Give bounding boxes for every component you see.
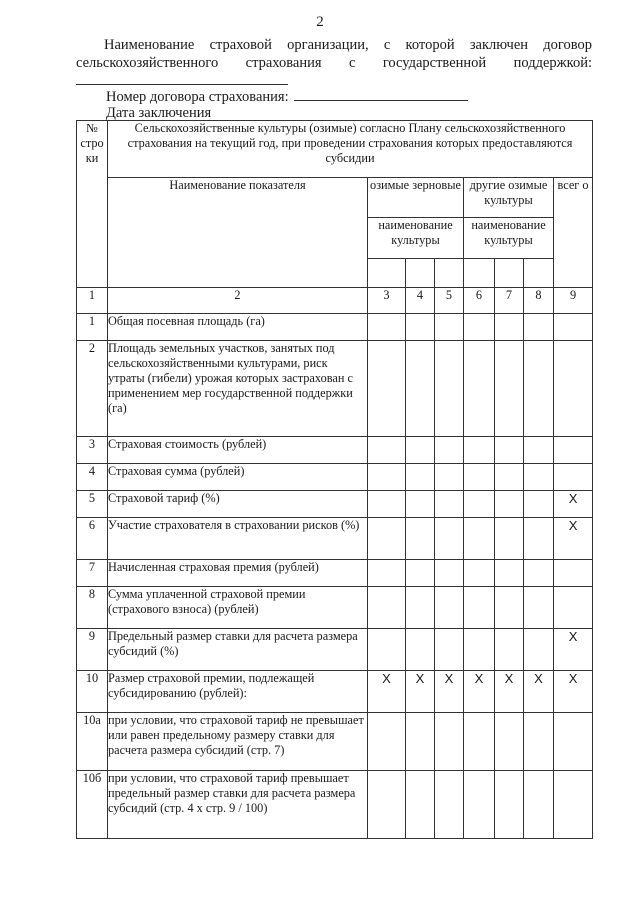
value-cell[interactable] — [435, 437, 464, 464]
value-cell[interactable] — [524, 629, 554, 671]
indicator-header: Наименование показателя — [108, 178, 368, 288]
value-cell[interactable] — [524, 437, 554, 464]
value-cell[interactable] — [435, 518, 464, 560]
row-number: 2 — [77, 341, 108, 437]
row-number: 3 — [77, 437, 108, 464]
column-number: 9 — [554, 288, 593, 314]
crop-name-header-winter: наименование культуры — [368, 218, 464, 259]
crop-name-cell[interactable] — [435, 259, 464, 288]
value-cell[interactable] — [524, 341, 554, 437]
value-cell[interactable] — [406, 587, 435, 629]
not-applicable-mark: X — [554, 491, 593, 518]
value-cell[interactable] — [524, 713, 554, 771]
value-cell[interactable] — [368, 713, 406, 771]
value-cell[interactable] — [464, 587, 495, 629]
column-number: 7 — [495, 288, 524, 314]
value-cell[interactable] — [495, 491, 524, 518]
value-cell[interactable] — [464, 314, 495, 341]
value-cell[interactable] — [495, 560, 524, 587]
value-cell[interactable] — [464, 713, 495, 771]
other-winter-header: другие озимые культуры — [464, 178, 554, 218]
value-cell[interactable] — [495, 437, 524, 464]
indicator-label: Страховая стоимость (рублей) — [108, 437, 368, 464]
value-cell[interactable] — [406, 491, 435, 518]
value-cell[interactable] — [368, 314, 406, 341]
main-crops-header: Сельскохозяйственные культуры (озимые) согласно Плану сельскохозяйственного страхования на текущий год, при проведении страхования которых предоставляются субсидии — [108, 121, 593, 178]
crop-name-cell[interactable] — [495, 259, 524, 288]
column-number: 5 — [435, 288, 464, 314]
value-cell[interactable] — [406, 314, 435, 341]
crop-name-cell[interactable] — [524, 259, 554, 288]
value-cell[interactable] — [464, 341, 495, 437]
value-cell[interactable] — [554, 771, 593, 839]
contract-number-blank[interactable] — [294, 88, 468, 101]
not-applicable-mark: X — [554, 518, 593, 560]
row-number: 10а — [77, 713, 108, 771]
value-cell[interactable] — [406, 518, 435, 560]
value-cell[interactable] — [554, 314, 593, 341]
value-cell[interactable] — [464, 518, 495, 560]
not-applicable-mark: X — [554, 629, 593, 671]
value-cell[interactable] — [495, 629, 524, 671]
not-applicable-mark: X — [406, 671, 435, 713]
value-cell[interactable] — [435, 587, 464, 629]
row-number: 7 — [77, 560, 108, 587]
value-cell[interactable] — [524, 771, 554, 839]
value-cell[interactable] — [435, 491, 464, 518]
row-number: 10 — [77, 671, 108, 713]
row-number: 5 — [77, 491, 108, 518]
row-number: 6 — [77, 518, 108, 560]
not-applicable-mark: X — [368, 671, 406, 713]
value-cell[interactable] — [406, 560, 435, 587]
value-cell[interactable] — [368, 587, 406, 629]
not-applicable-mark: X — [495, 671, 524, 713]
value-cell[interactable] — [464, 629, 495, 671]
value-cell[interactable] — [406, 771, 435, 839]
indicator-label: Размер страховой премии, подлежащей субсидированию (рублей): — [108, 671, 368, 713]
value-cell[interactable] — [406, 629, 435, 671]
column-number: 3 — [368, 288, 406, 314]
value-cell[interactable] — [464, 560, 495, 587]
value-cell[interactable] — [368, 518, 406, 560]
column-number: 2 — [108, 288, 368, 314]
table-row — [77, 587, 593, 629]
winter-grain-header: озимые зерновые — [368, 178, 464, 218]
value-cell[interactable] — [368, 341, 406, 437]
table-row — [77, 518, 593, 560]
indicator-label: Сумма уплаченной страховой премии (страхового взноса) (рублей) — [108, 587, 368, 629]
column-number: 6 — [464, 288, 495, 314]
table-row — [77, 314, 593, 341]
value-cell[interactable] — [495, 713, 524, 771]
row-number: 9 — [77, 629, 108, 671]
page-number: 2 — [316, 14, 324, 30]
insurer-name-blank[interactable] — [76, 84, 288, 85]
insurer-label-line2: сельскохозяйственного страхования с государственной поддержкой: — [76, 55, 592, 71]
table-row — [77, 671, 593, 713]
not-applicable-mark: X — [435, 671, 464, 713]
indicator-label: Площадь земельных участков, занятых под сельскохозяйственными культурами, риск утраты (гибели) урожая которых застрахован с применением мер государственной поддержки (га) — [108, 341, 368, 437]
value-cell[interactable] — [554, 560, 593, 587]
value-cell[interactable] — [368, 437, 406, 464]
crop-name-cell[interactable] — [406, 259, 435, 288]
value-cell[interactable] — [464, 491, 495, 518]
value-cell[interactable] — [435, 464, 464, 491]
value-cell[interactable] — [495, 518, 524, 560]
value-cell[interactable] — [524, 560, 554, 587]
value-cell[interactable] — [524, 314, 554, 341]
table-row — [77, 629, 593, 671]
indicator-label: Участие страхователя в страховании рисков (%) — [108, 518, 368, 560]
table-row — [77, 713, 593, 771]
contract-number-label: Номер договора страхования: — [106, 89, 289, 105]
value-cell[interactable] — [524, 518, 554, 560]
value-cell[interactable] — [554, 587, 593, 629]
value-cell[interactable] — [524, 587, 554, 629]
value-cell[interactable] — [464, 437, 495, 464]
column-number: 4 — [406, 288, 435, 314]
value-cell[interactable] — [554, 464, 593, 491]
crop-name-cell[interactable] — [464, 259, 495, 288]
value-cell[interactable] — [406, 341, 435, 437]
value-cell[interactable] — [495, 587, 524, 629]
table-row — [77, 341, 593, 437]
not-applicable-mark: X — [464, 671, 495, 713]
row-number: 8 — [77, 587, 108, 629]
total-header: всег о — [554, 178, 593, 288]
row-number: 10б — [77, 771, 108, 839]
value-cell[interactable] — [524, 464, 554, 491]
indicator-label: Страховая сумма (рублей) — [108, 464, 368, 491]
indicator-label: Страховой тариф (%) — [108, 491, 368, 518]
row-number: 4 — [77, 464, 108, 491]
value-cell[interactable] — [368, 491, 406, 518]
value-cell[interactable] — [368, 629, 406, 671]
value-cell[interactable] — [464, 464, 495, 491]
crop-name-cell[interactable] — [368, 259, 406, 288]
value-cell[interactable] — [435, 713, 464, 771]
table-row — [77, 437, 593, 464]
value-cell[interactable] — [495, 464, 524, 491]
value-cell[interactable] — [435, 629, 464, 671]
row-number-header: № стро ки — [77, 121, 108, 288]
indicator-label: Общая посевная площадь (га) — [108, 314, 368, 341]
value-cell[interactable] — [554, 437, 593, 464]
column-number: 1 — [77, 288, 108, 314]
column-numbers-row — [77, 288, 593, 314]
table-row — [77, 771, 593, 839]
indicator-label: Начисленная страховая премия (рублей) — [108, 560, 368, 587]
row-number: 1 — [77, 314, 108, 341]
value-cell[interactable] — [495, 771, 524, 839]
not-applicable-mark: X — [524, 671, 554, 713]
value-cell[interactable] — [368, 560, 406, 587]
value-cell[interactable] — [406, 437, 435, 464]
value-cell[interactable] — [495, 341, 524, 437]
contract-date-label: Дата заключения — [106, 105, 212, 121]
not-applicable-mark: X — [554, 671, 593, 713]
value-cell[interactable] — [435, 771, 464, 839]
insurer-label-line1: Наименование страховой организации, с которой заключен договор — [104, 37, 592, 53]
value-cell[interactable] — [368, 771, 406, 839]
subsidy-form-table — [76, 120, 593, 839]
table-row — [77, 491, 593, 518]
crop-name-header-other: наименование культуры — [464, 218, 554, 259]
indicator-label: Предельный размер ставки для расчета размера субсидий (%) — [108, 629, 368, 671]
table-row — [77, 464, 593, 491]
value-cell[interactable] — [464, 771, 495, 839]
indicator-label: при условии, что страховой тариф не превышает или равен предельному размеру ставки для расчета размера субсидий (стр. 7) — [108, 713, 368, 771]
column-number: 8 — [524, 288, 554, 314]
indicator-label: при условии, что страховой тариф превышает предельный размер ставки для расчета размера субсидий (стр. 4 х стр. 9 / 100) — [108, 771, 368, 839]
value-cell[interactable] — [524, 491, 554, 518]
value-cell[interactable] — [368, 464, 406, 491]
table-row — [77, 560, 593, 587]
value-cell[interactable] — [435, 560, 464, 587]
value-cell[interactable] — [554, 713, 593, 771]
value-cell[interactable] — [406, 713, 435, 771]
value-cell[interactable] — [554, 341, 593, 437]
value-cell[interactable] — [495, 314, 524, 341]
value-cell[interactable] — [406, 464, 435, 491]
value-cell[interactable] — [435, 314, 464, 341]
value-cell[interactable] — [435, 341, 464, 437]
